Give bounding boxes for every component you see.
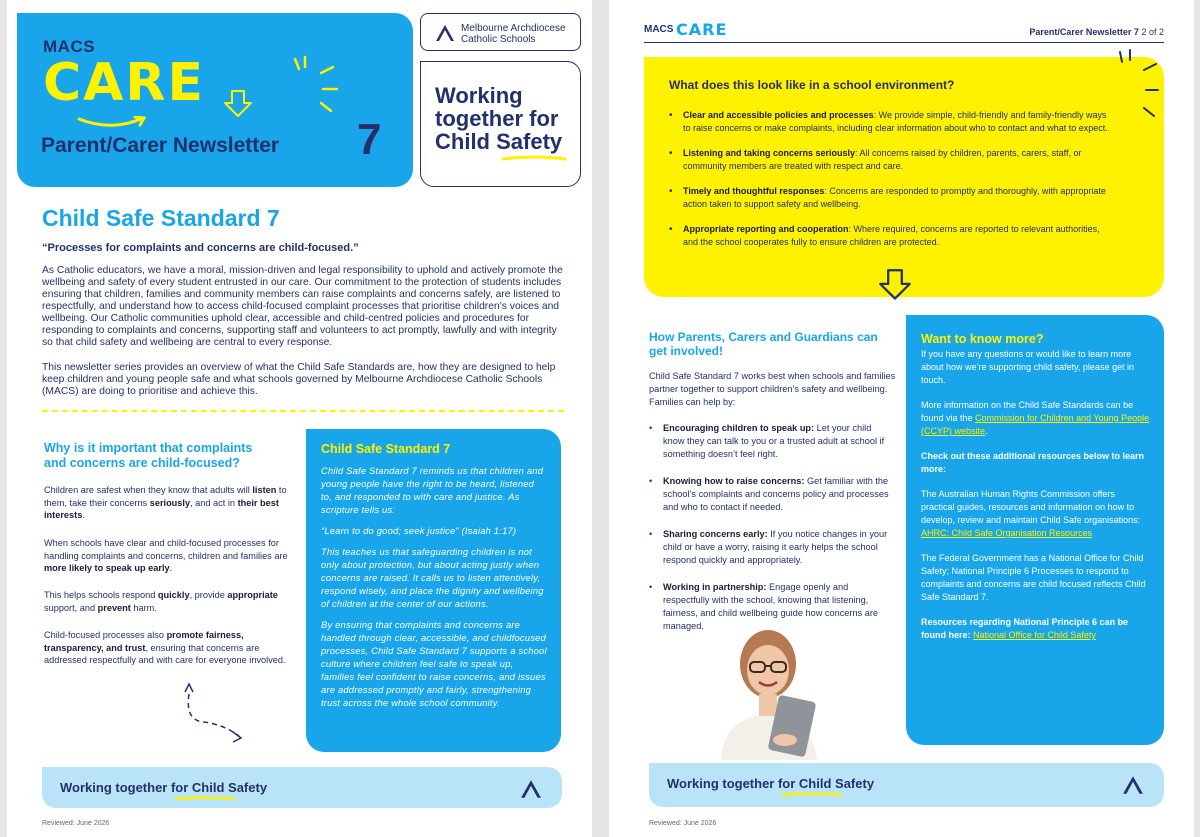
org-logo-box [420,13,581,51]
why-paragraph: When schools have clear and child-focused processes for handling complaints and concerns, children and families are more likely to speak up early. [44,538,288,573]
footer-underline-icon [781,792,843,798]
want-more-paragraph: If you have any questions or would like to learn more about how we’re supporting child safety, please get in touch. [921,349,1134,385]
page-2 [609,0,1194,837]
page-1 [7,0,592,837]
dashed-arrow-icon [183,680,253,750]
tagline-text: Working together for Child Safety [435,83,563,154]
ahrc-link[interactable]: AHRC: Child Safe Organisation Resources [921,528,1093,538]
list-item: • Knowing how to raise concerns: Get familiar with the school’s complaints and concerns policy and processes and who to contact if needed. [649,475,894,514]
school-environment-list [669,109,1140,249]
want-to-know-more-box [906,315,1164,745]
list-item: • Working in partnership: Engage openly and respectfully with the school, knowing that listening, fairness, and child wellbeing guide how concerns are managed. [649,581,894,633]
list-item: • Clear and accessible policies and processes: We provide simple, child-friendly and family-friendly ways to raise concerns or make complaints, including clear information about who to contact and what to expect. [669,109,1109,135]
want-to-know-more-title: Want to know more? [921,332,1044,346]
want-more-paragraph: Resources regarding National Principle 6 can be found here: National Office for Child Safety [921,617,1129,640]
intro-paragraph: As Catholic educators, we have a moral, mission-driven and legal responsibility to uphold and actively promote the wellbeing and safety of every student entrusted in our care. Our commitment to the protection of students includes ensuring that children, families and community members can raise complaints and concerns safely, are listened to respectfully, and understand how to access child-focused complaint processes that prioritise children’s voices and wellbeing. Our Catholic communities uphold clear, accessible and child-centred policies and procedures for responding to complaints and concerns, supporting staff and volunteers to act promptly, lawfully and with integrity so that child safety and wellbeing are central to every response. [42,265,563,348]
page-number: Parent/Carer Newsletter 7 2 of 2 [1029,27,1164,37]
tagline-box [420,61,581,187]
scripture-quote: “Learn to do good; seek justice” (Isaiah 1:17) [321,525,517,536]
footer-text: Working together for Child Safety [667,776,875,791]
footer-text: Working together for Child Safety [60,780,268,795]
macs-mark-icon [435,24,455,42]
page-footer-banner [42,767,562,808]
series-paragraph: This newsletter series provides an overview of what the Child Safe Standards are, how they are designed to help keep children and young people safe and what schools governed by Melbourne Archdiocese Catholic Schools (MACS) are doing to prioritise and achieve this. [42,362,556,397]
standard-7-paragraph: By ensuring that complaints and concerns are handled through clear, accessible, and childfocused processes, Child Safe Standard 7 supports a school culture where children feel safe to speak up, families feel confident to raise concerns, and issues are addressed promptly and fairly, strengthening trust across the whole school community. [321,619,547,708]
newsletter-number: 7 [357,115,382,164]
list-item: • Appropriate reporting and cooperation: Where required, concerns are reported to relevant authorities, and the school cooperates fully to ensure children are protected. [669,223,1109,249]
page-title: Child Safe Standard 7 [42,205,280,231]
standard-7-paragraph: This teaches us that safeguarding children is not only about protection, but about acting justly when concerns are raised. It calls us to listen attentively, respond wisely, and place the dignity and wellbeing of children at the center of our actions. [321,546,544,609]
why-paragraph: Child-focused processes also promote fairness, transparency, and trust, ensuring that concerns are addressed respectfully and with care for everyone involved. [44,630,286,665]
reviewed-date: Reviewed: June 2026 [42,820,110,827]
header-divider [644,42,1164,43]
list-item: • Sharing concerns early: If you notice changes in your child or have a worry, raising it early helps the school respond quickly and appropriately. [649,528,894,567]
standard-quote: “Processes for complaints and concerns are child-focused.” [42,242,359,254]
why-heading: Why is it important that complaints and concerns are child-focused? [44,441,253,470]
care-logo-text: CARE [43,53,205,113]
resources-heading: Check out these additional resources below to learn more: [921,451,1145,474]
footer-underline-icon [174,796,236,802]
sparkle-icon [1114,48,1164,128]
macs-mark-icon [1122,775,1144,795]
list-item: • Listening and taking concerns seriously: All concerns raised by children, parents, carers, staff, or community members are treated with respect and care. [669,147,1109,173]
standard-7-box [306,429,561,752]
get-involved-intro: Child Safe Standard 7 works best when schools and families partner together to support children’s safety and wellbeing. Families can help by: [649,371,896,407]
tagline-underline-icon [501,154,567,162]
down-arrow-icon [877,268,913,302]
national-office-link[interactable]: National Office for Child Safety [973,630,1096,640]
want-more-paragraph: More information on the Child Safe Standards can be found via the Commission for Children and Young People (CCYP) website. [921,400,1150,436]
get-involved-list [649,422,894,647]
down-arrow-icon [223,89,253,119]
why-paragraph: Children are safest when they know that adults will listen to them, take their concerns seriously, and act in their best interests. [44,485,287,520]
ccyp-link[interactable]: Commission for Children and Young People (CCYP) website [921,413,1150,436]
list-item: • Timely and thoughtful responses: Concerns are responded to promptly and thoroughly, with appropriate action taken to support safety and wellbeing. [669,185,1109,211]
newsletter-label: Parent/Carer Newsletter [41,134,280,157]
macs-logo-text: MACS [43,37,96,56]
school-environment-box [644,57,1164,297]
school-environment-title: What does this look like in a school environment? [669,78,955,92]
sparkle-icon [291,53,351,123]
macs-logo-text: MACS [644,24,674,35]
care-smile-icon [77,116,147,130]
page-footer-banner [649,763,1164,807]
section-divider [42,410,564,412]
why-paragraph: This helps schools respond quickly, provide appropriate support, and prevent harm. [44,590,278,613]
standard-7-paragraph: Child Safe Standard 7 reminds us that children and young people have the right to be heard, listened to, and responded to with care and justice. As scripture tells us: [321,465,544,515]
care-logo-text: CARE [676,20,728,39]
want-more-paragraph: The Federal Government has a National Office for Child Safety; National Principle 6 Processes to respond to complaints and concerns are child focused reflects Child Safe Standard 7. [921,553,1146,602]
org-name: Melbourne Archdiocese Catholic Schools [461,23,566,45]
reviewed-date: Reviewed: June 2026 [649,820,717,827]
get-involved-heading: How Parents, Carers and Guardians can get involved! [649,330,878,358]
list-item: • Encouraging children to speak up: Let your child know they can talk to you or a trusted adult at school if something doesn’t feel right. [649,422,894,461]
newsletter-header-banner [17,13,413,187]
teacher-photo [701,622,836,760]
standard-7-title: Child Safe Standard 7 [321,442,451,456]
macs-mark-icon [520,779,542,799]
want-more-paragraph: The Australian Human Rights Commission offers practical guides, resources and information on how to develop, review and maintain Child Safe organisations: AHRC: Child Safe Organisation Resources [921,489,1141,538]
